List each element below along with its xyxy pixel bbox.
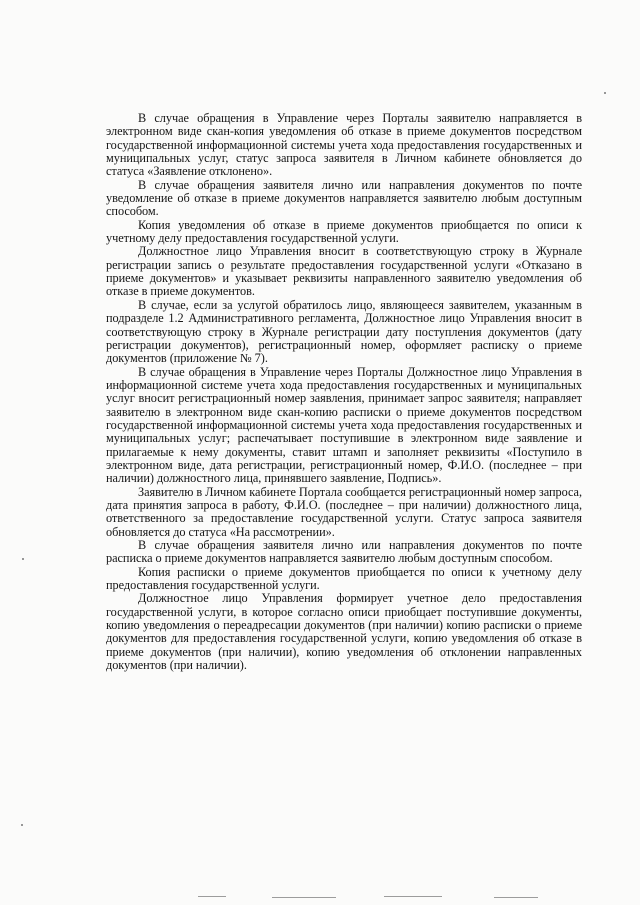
- scan-edge-marks: [0, 894, 640, 902]
- paragraph: В случае, если за услугой обратилось лицо, являющееся заявителем, указанным в подразделе 1.2 Административного регламента, Должностное лицо Управления вносит в соответствующую строку в Журнале регистрации дату поступления документов (дату регистрации документов), регистрационный номер, оформляет расписку о приеме документов (приложение № 7).: [106, 297, 582, 366]
- document-body: [106, 112, 582, 672]
- scan-speck: [21, 824, 23, 826]
- paragraph: В случае обращения в Управление через Порталы Должностное лицо Управления в информационной системе учета хода предоставления государственных и муниципальных услуг вносит регистрационный номер заявления, принимает запрос заявителя; направляет заявителю в электронном виде скан-копию расписки о приеме документов посредством государственной информационной системы учета хода предоставления государственных и муниципальных услуг; распечатывает поступившие в электронном виде заявление и прилагаемые к нему документы, ставит штамп и заполняет реквизиты «Поступило в электронном виде, дата регистрации, регистрационный номер, Ф.И.О. (последнее – при наличии) должностного лица, принявшего заявление, Подпись».: [106, 364, 582, 486]
- paragraph: В случае обращения заявителя лично или направления документов по почте расписка о приеме документов направляется заявителю любым доступным способом.: [106, 538, 582, 566]
- scan-edge-line: [198, 896, 226, 897]
- paragraph: Копия расписки о приеме документов приобщается по описи к учетному делу предоставления государственной услуги.: [106, 564, 582, 593]
- scan-speck: [604, 92, 606, 94]
- paragraph: В случае обращения заявителя лично или направления документов по почте уведомление об отказе в приеме документов направляется заявителю любым доступным способом.: [106, 177, 582, 219]
- paragraph: В случае обращения в Управление через Порталы заявителю направляется в электронном виде скан-копия уведомления об отказе в приеме документов посредством государственной информационной системы учета хода предоставления государственных и муниципальных услуг, статус запроса заявителя в Личном кабинете обновляется до статуса «Заявление отклонено».: [106, 111, 582, 179]
- paragraph: Заявителю в Личном кабинете Портала сообщается регистрационный номер запроса, дата принятия запроса в работу, Ф.И.О. (последнее – при наличии) должностного лица, ответственного за предоставление государственной услуги. Статус запроса заявителя обновляется до статуса «На рассмотрении».: [106, 484, 582, 539]
- scan-speck: [22, 558, 24, 560]
- paragraph: Должностное лицо Управления формирует учетное дело предоставления государственной услуги, в которое согласно описи приобщает поступившие документы, копию уведомления о переадресации документов (при наличии) копию расписки о приеме документов для предоставления государственной услуги, копию уведомления об отказе в приеме документов (при наличии), копию уведомления об отклонении направленных документов (при наличии).: [106, 591, 582, 673]
- paragraph: Должностное лицо Управления вносит в соответствующую строку в Журнале регистрации запись о результате предоставления государственной услуги «Отказано в приеме документов» и указывает реквизиты направленного заявителю уведомления об отказе в приеме документов.: [106, 244, 582, 299]
- scan-edge-line: [494, 897, 538, 898]
- paragraph: Копия уведомления об отказе в приеме документов приобщается по описи к учетному делу предоставления государственной услуги.: [106, 217, 582, 246]
- scan-edge-line: [384, 896, 442, 897]
- scan-edge-line: [272, 897, 336, 898]
